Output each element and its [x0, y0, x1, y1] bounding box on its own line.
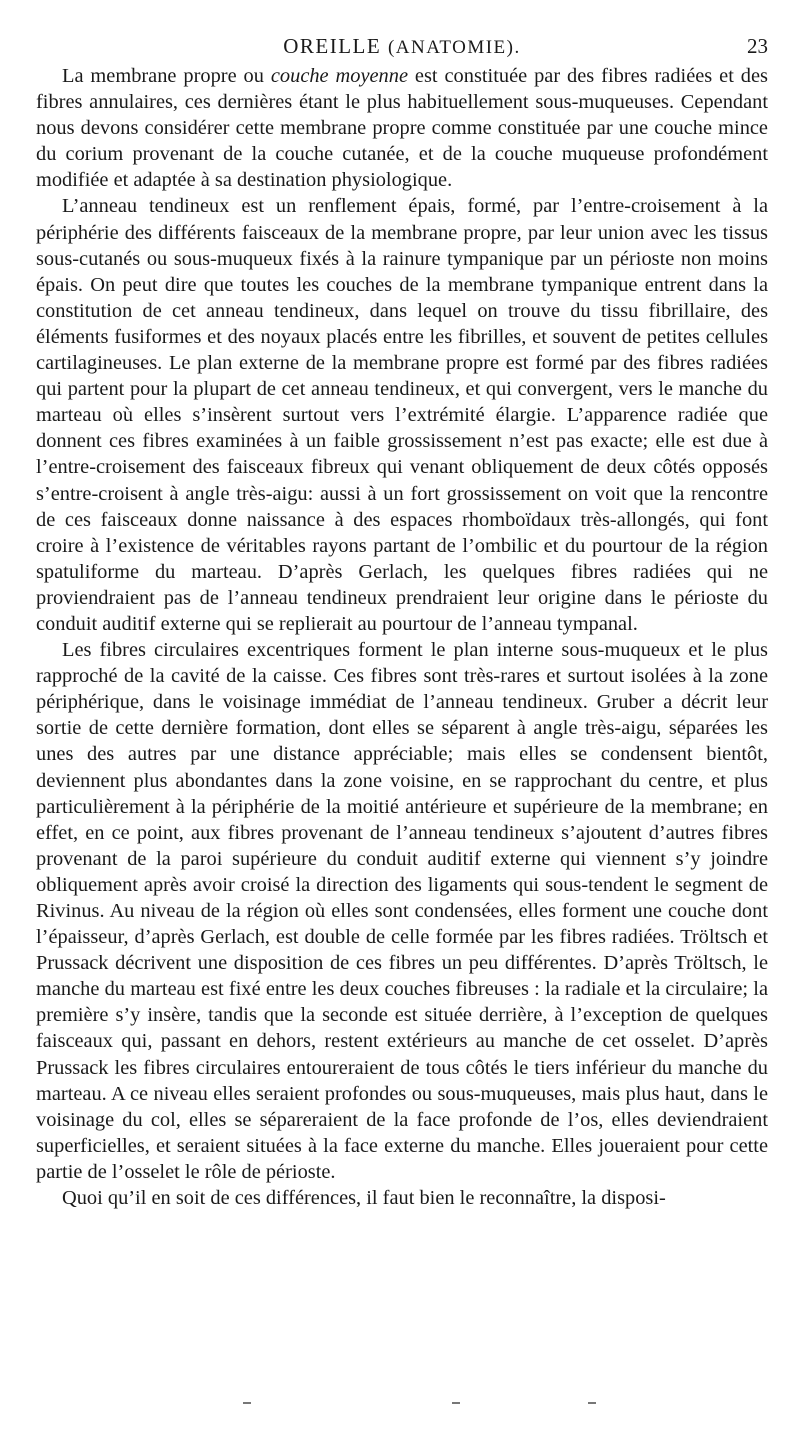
page-header [36, 34, 768, 64]
paragraph-2: L’anneau tendineux est un renflement épais, formé, par l’entre-croisement à la périphérie des différents faisceaux de la membrane propre, par leur union avec les tissus sous-cutanés ou sous-muqueux fixés à la rainure tympanique par un périoste non moins épais. On peut dire que toutes les couches de la membrane tympanique entrent dans la constitution de cet anneau tendineux, dans lequel on trouve du tissu fibrillaire, des éléments fusiformes et des noyaux placés entre les fibrilles, et souvent de petites cellules cartilagineuses. Le plan externe de la membrane propre est formé par des fibres radiées qui partent pour la plupart de cet anneau tendineux, et qui convergent, vers le manche du marteau où elles s’insèrent surtout vers l’extrémité élargie. L’apparence radiée que donnent ces fibres examinées à un faible grossissement n’est pas exacte; elle est due à l’entre-croisement des faisceaux fibreux qui venant obliquement de deux côtés opposés s’entre-croisent à angle très-aigu: aussi à un fort grossissement on voit que la rencontre de ces faisceaux donne naissance à des espaces rhomboïdaux très-allongés, qui font croire à l’existence de véritables rayons partant de l’ombilic et du pourtour de la région spatuliforme du marteau. D’après Gerlach, les quelques fibres radiées qui ne proviendraient pas de l’anneau tendineux prendraient leur origine dans le périoste du conduit auditif externe qui se replierait au pourtour de l’anneau tympanal. [36, 195, 768, 635]
paragraph-3: Les fibres circulaires excentriques forment le plan interne sous-muqueux et le plus rapproché de la cavité de la caisse. Ces fibres sont très-rares et surtout isolées à la zone périphérique, dans le voisinage immédiat de l’anneau tendineux. Gruber a décrit leur sortie de cette dernière formation, dont elles se séparent à angle très-aigu, séparées les unes des autres par une distance appréciable; mais elles se condensent bientôt, deviennent plus abondantes dans la zone voisine, en se rapprochant du centre, et plus particulièrement à la périphérie de la moitié antérieure et supérieure de la membrane; en effet, en ce point, aux fibres provenant de l’anneau tendineux s’ajoutent d’autres fibres provenant de la paroi supérieure du conduit auditif externe qui viennent s’y joindre obliquement après avoir croisé la direction des ligaments qui sous-tendent le segment de Rivinus. Au niveau de la région où elles sont condensées, elles forment une couche dont l’épaisseur, d’après Gerlach, est double de celle formée par les fibres radiées. Tröltsch et Prussack décrivent une disposition de ces fibres un peu différentes. D’après Tröltsch, le manche du marteau est fixé entre les deux couches fibreuses : la radiale et la circulaire; la première s’y insère, tandis que la seconde est située derrière, à l’exception de quelques faisceaux qui, passant en dehors, restent extérieurs au manche de cet osselet. D’après Prussack les fibres circulaires entoureraient de tous côtés le tiers inférieur du manche du marteau. A ce niveau elles seraient profondes ou sous-muqueuses, mais plus haut, dans le voisinage du col, elles se sépareraient de la face profonde de l’os, elles deviendraient superficielles, et seraient situées à la face externe du manche. Elles joueraient pour cette partie de l’osselet le rôle de périoste. [36, 639, 768, 1183]
page-number: 23 [747, 34, 768, 58]
footer-print-marks [0, 1402, 800, 1412]
body-text [36, 63, 768, 1211]
running-head-title: OREILLE [283, 34, 382, 58]
paragraph-1 [36, 63, 768, 193]
print-mark [452, 1402, 460, 1404]
running-head-subtitle: (ANATOMIE). [387, 37, 521, 58]
paragraph-1-rest: est constituée par des fibres radiées et des fibres annulaires, ces dernières étant le plus habituellement sous-muqueuses. Cependant nous devons considérer cette membrane propre comme constituée par une couche mince du corium provenant de la couche cutanée, et de la couche muqueuse profondément modifiée et adaptée à sa destination physiologique. [36, 65, 768, 192]
print-mark [588, 1402, 596, 1404]
paragraph-1-emphasis: couche moyenne [270, 65, 408, 87]
paragraph-1-lead: La membrane propre ou [62, 65, 271, 87]
print-mark [243, 1402, 251, 1404]
paragraph-4: Quoi qu’il en soit de ces différences, il faut bien le reconnaître, la disposi- [62, 1187, 666, 1210]
running-head [36, 34, 768, 59]
